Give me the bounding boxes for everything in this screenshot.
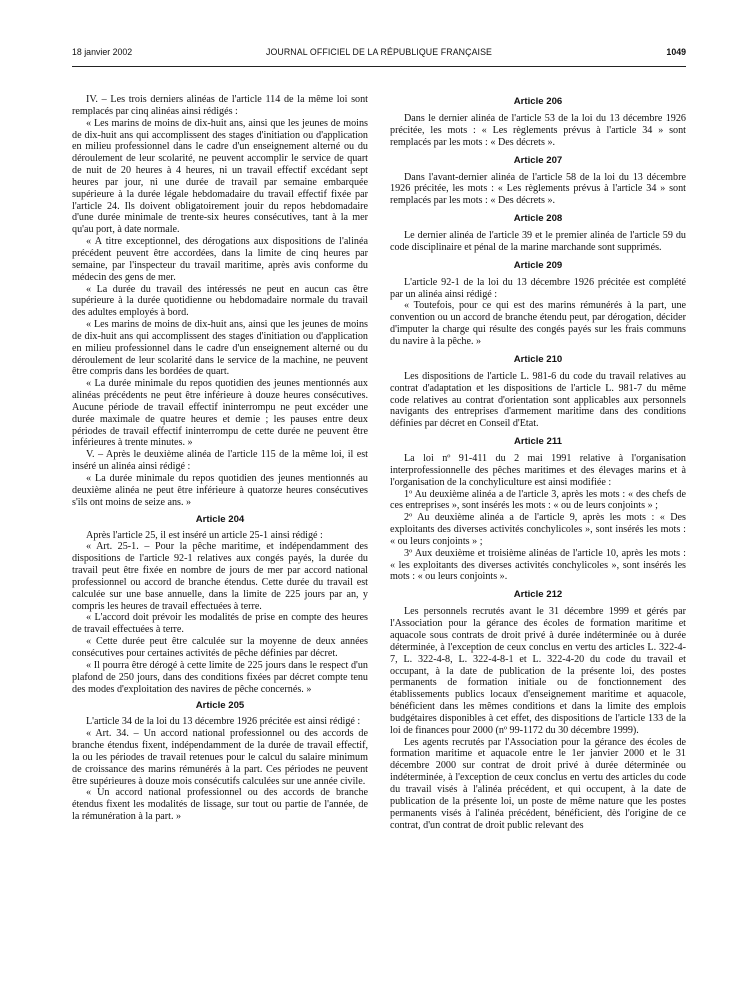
paragraph: Le dernier alinéa de l'article 39 et le premier alinéa de l'article 59 du code disciplinaire et pénal de la marine marchande sont supprimés.	[390, 230, 686, 253]
article-heading: Article 210	[513, 353, 563, 365]
paragraph: « Les marins de moins de dix-huit ans, ainsi que les jeunes de moins de dix-huit ans qui accomplissent des stages d'initiation ou d'application en milieu professionnel dans le cadre d'un enseignement alterné ou du déroulement de leur scolarité dans le service de la machine, ne peuvent être compris dans les bordées de quart.	[72, 319, 368, 378]
header-title: JOURNAL OFFICIEL DE LA RÉPUBLIQUE FRANÇAISE	[265, 47, 493, 57]
paragraph: « Art. 25-1. – Pour la pêche maritime, et indépendamment des dispositions de l'article 92-1 relatives aux congés payés, la durée du travail peut être fixée en nombre de jours de mer par accord national professionnel ou accord de branche étendus. Cette durée du travail est calculée sur une base annuelle, dans la limite de 225 jours par an, y compris les heures de travail effectuées à terre.	[72, 541, 368, 612]
article-heading: Article 206	[513, 96, 563, 107]
left-column	[72, 94, 368, 823]
article-heading: Article 208	[513, 213, 563, 225]
article-heading: Article 205	[195, 700, 245, 712]
paragraph: L'article 92-1 de la loi du 13 décembre 1926 précitée est complété par un alinéa ainsi rédigé :	[390, 276, 686, 300]
page-number: 1049	[666, 47, 686, 57]
paragraph: « Cette durée peut être calculée sur la moyenne de deux années consécutives pour certaines activités de pêche définies par décret.	[72, 636, 368, 659]
article-heading: Article 207	[513, 154, 563, 166]
header-rule	[72, 66, 686, 67]
paragraph: Après l'article 25, il est inséré un article 25-1 ainsi rédigé :	[86, 529, 323, 541]
paragraph: 2º Au deuxième alinéa a de l'article 9, après les mots : « Des exploitants des diverses activités conchylicoles », sont insérés les mots : « ou leurs conjoints » ;	[390, 512, 686, 547]
article-heading: Article 204	[195, 513, 245, 525]
paragraph: V. – Après le deuxième alinéa de l'article 115 de la même loi, il est inséré un alinéa ainsi rédigé :	[72, 449, 368, 473]
paragraph: Les dispositions de l'article L. 981-6 du code du travail relatives au contrat d'adaptation et les dispositions de l'article L. 981-7 du même code relatives au contrat d'orientation sont applicables aux personnels navigants des entreprises d'armement maritime dans des conditions définies par décret en Conseil d'Etat.	[390, 370, 686, 430]
page-header	[72, 47, 686, 61]
paragraph: Dans l'avant-dernier alinéa de l'article 58 de la loi du 13 décembre 1926 précitée, les mots : « Les règlements prévus à l'article 34 » sont remplacés par les mots : « Des décrets ».	[390, 171, 686, 207]
paragraph: L'article 34 de la loi du 13 décembre 1926 précitée est ainsi rédigé :	[86, 716, 361, 728]
paragraph: 3º Aux deuxième et troisième alinéas de l'article 10, après les mots : « les exploitants des diverses activités conchylicoles », sont insérés les mots : « ou leurs conjoints ».	[390, 547, 686, 583]
paragraph: « La durée minimale du repos quotidien des jeunes mentionnés au deuxième alinéa ne peut être inférieure à quatorze heures consécutives s'ils ont moins de seize ans. »	[72, 473, 368, 508]
article-heading: Article 212	[513, 589, 563, 601]
paragraph: La loi nº 91-411 du 2 mai 1991 relative à l'organisation interprofessionnelle des pêches maritimes et des élevages marins et à l'organisation de la conchyliculture est ainsi modifiée :	[390, 453, 686, 488]
article-heading: Article 209	[513, 259, 563, 271]
paragraph: 1º Au deuxième alinéa a de l'article 3, après les mots : « des chefs de ces entreprises », sont insérés les mots : « ou de leurs conjoints » ;	[390, 488, 686, 512]
paragraph: Dans le dernier alinéa de l'article 53 de la loi du 13 décembre 1926 précitée, les mots : « Les règlements prévus à l'article 34 » sont remplacés par les mots : « Des décrets ».	[390, 113, 686, 148]
paragraph: « A titre exceptionnel, des dérogations aux dispositions de l'alinéa précédent peuvent être accordées, dans la limite de cinq heures par semaine, par l'inspecteur du travail maritime, après avis conforme du médecin des gens de mer.	[72, 236, 368, 283]
paragraph: « L'accord doit prévoir les modalités de prise en compte des heures de travail effectuées à terre.	[72, 612, 368, 636]
paragraph: « La durée du travail des intéressés ne peut en aucun cas être supérieure à la durée quotidienne ou hebdomadaire normale du travail des adultes employés à bord.	[72, 283, 368, 319]
paragraph: « Les marins de moins de dix-huit ans, ainsi que les jeunes de moins de dix-huit ans qui accomplissent des stages d'initiation ou d'application en milieu professionnel dans le cadre d'un enseignement alterné ou du déroulement de leur scolarité, ne peuvent accomplir le service de quart de nuit de 20 heures à 4 heures, ni un travail effectif excédant sept heures par jour, ni une durée de travail par semaine embarquée supérieure à la durée légale hebdomadaire du travail effectif fixée par l'article 24. Ils doivent obligatoirement jouir du repos hebdomadaire d'une durée minimale de trente-six heures consécutives, tant à la mer qu'au port, à date normale.	[72, 117, 368, 236]
article-heading: Article 211	[513, 436, 562, 448]
right-column	[390, 96, 686, 831]
paragraph: Les personnels recrutés avant le 31 décembre 1999 et gérés par l'Association pour la gérance des écoles de formation maritime et aquacole sous contrats de droit privé à durée indéterminée ou à durée déterminée, à l'exception de ceux conclus en vertu des articles L. 322-4-7, L. 322-4-8, L. 322-4-8-1 et L. 322-4-20 du code du travail et occupant, à la date de publication de la présente loi, des postes permanents de formation initiale ou de fonctionnement des établissements publics locaux d'enseignement maritime et aquacole, bénéficient dans les mêmes conditions et dans la limite des emplois budgétaires disponibles à cet effet, des dispositions de l'article 133 de la loi de finances pour 2000 (nº 99-1172 du 30 décembre 1999).	[390, 606, 686, 736]
paragraph: « Art. 34. – Un accord national professionnel ou des accords de branche étendus fixent, indépendamment de la durée de travail effectif, la ou les périodes de travail retenues pour le calcul du salaire minimum de croissance des marins rémunérés à la part. Ces périodes ne peuvent être supérieures à douze mois consécutifs calculées sur une année civile.	[72, 728, 368, 787]
paragraph: « Il pourra être dérogé à cette limite de 225 jours dans le respect d'un plafond de 250 jours, dans des conditions fixées par décret compte tenu des modes d'exploitation des navires de pêche concernés. »	[72, 659, 368, 695]
paragraph: « Un accord national professionnel ou des accords de branche étendus fixent les modalités de lissage, sur tout ou partie de l'année, de la rémunération à la part. »	[72, 787, 368, 823]
paragraph: « La durée minimale du repos quotidien des jeunes mentionnés aux alinéas précédents ne peut être inférieure à douze heures consécutives. Aucune période de travail effectif ininterrompu ne peut excéder une durée maximale de quatre heures et demie ; les pauses entre deux périodes de travail effectif ininterrompu de cette durée ne peuvent être inférieures à trente minutes. »	[72, 378, 368, 449]
header-date: 18 janvier 2002	[72, 47, 133, 57]
paragraph: IV. – Les trois derniers alinéas de l'article 114 de la même loi sont remplacés par cinq alinéas ainsi rédigés :	[72, 94, 368, 117]
paragraph: « Toutefois, pour ce qui est des marins rémunérés à la part, une convention ou un accord de branche étendu peut, par dérogation, décider d'imputer la charge qui résulte des congés payés sur les frais communs du navire à la pêche. »	[390, 300, 686, 347]
paragraph: Les agents recrutés par l'Association pour la gérance des écoles de formation maritime et aquacole entre le 1er janvier 2000 et le 31 décembre 2000 sur contrat de droit privé à durée déterminée ou indéterminée, à l'exception de ceux conclus en vertu des articles du code du travail visés à l'alinéa précédent, et qui occupent, à la date de publication de la présente loi, un poste de même nature que les postes permanents visés à l'alinéa précédent, bénéficient, dès l'origine de ce contrat, d'un contrat de droit public relevant des	[390, 736, 686, 831]
